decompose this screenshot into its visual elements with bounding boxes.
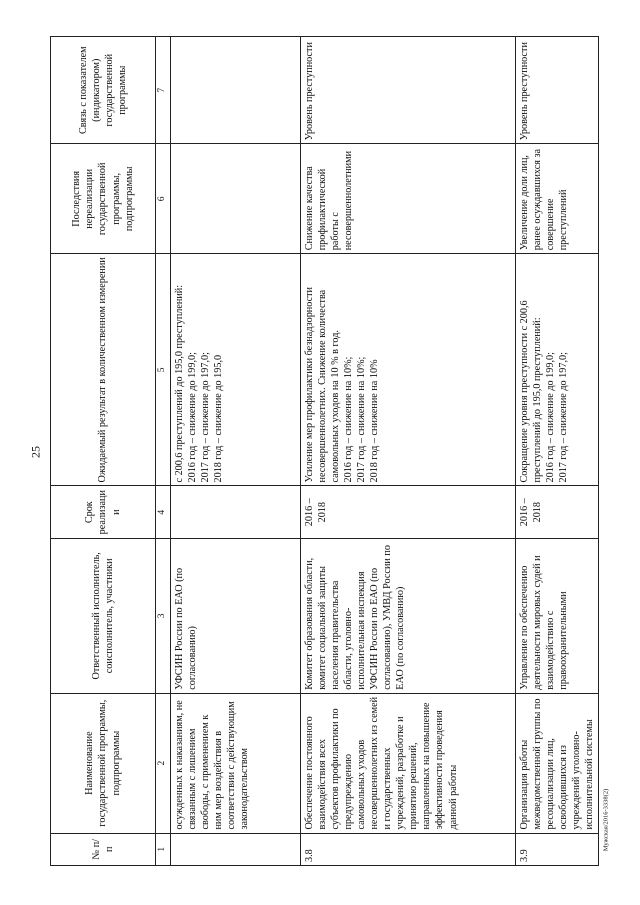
row-program-name: Организация работы межведомственной группы по ресоциализации лиц, освободившихся из учреждений уголовно-исполнительной системы — [516, 693, 599, 833]
row-expected-result: Усиление мер профилактики безнадзорности несовершеннолетних. Снижение количества самовольных уходов на 10 % в год. 2016 год – снижение на 10%; 2017 год – снижение на 10%; 2018 год – снижение на 10% — [301, 254, 516, 486]
table-row — [516, 37, 599, 866]
row-indicator-link: Уровень преступности — [516, 37, 599, 144]
header-consequences: Последствия нереализации государственной программы, подпрограммы — [51, 144, 156, 254]
row-program-name: Обеспечение постоянного взаимодействия всех субъектов профилактики по предупреждению самовольных уходов несовершеннолетних из семей и государственных учреждений, разработке и принятию решений, направленных на повышение эффективности проведения данной работы — [301, 693, 516, 833]
row-term: 2016 – 2018 — [516, 486, 599, 538]
program-table — [50, 36, 599, 866]
header-row — [51, 37, 156, 866]
table-row — [171, 37, 301, 866]
header-expected-result: Ожидаемый результат в количественном измерении — [51, 254, 156, 486]
column-number: 7 — [156, 37, 171, 144]
column-number-row — [156, 37, 171, 866]
row-executor: Управление по обеспечению деятельности мировых судей и взаимодействию с правоохранительными — [516, 538, 599, 693]
row-term — [171, 486, 301, 538]
row-indicator-link: Уровень преступности — [301, 37, 516, 144]
row-executor: УФСИН России по ЕАО (по согласованию) — [171, 538, 301, 693]
page-number: 25 — [28, 446, 43, 458]
header-executor: Ответственный исполнитель, соисполнитель, участники — [51, 538, 156, 693]
row-indicator-link — [171, 37, 301, 144]
column-number: 6 — [156, 144, 171, 254]
row-expected-result: с 200,6 преступлений до 195,0 преступлений: 2016 год – снижение до 199,0; 2017 год – снижение до 197,0; 2018 год – снижение до 195,0 — [171, 254, 301, 486]
rotated-table-wrapper — [50, 36, 596, 866]
column-number: 1 — [156, 833, 171, 865]
header-term: Срок реализации — [51, 486, 156, 538]
row-consequences: Увеличение доли лиц, ранее осуждавшихся за совершение преступлений — [516, 144, 599, 254]
row-number: 3.8 — [301, 833, 516, 865]
header-indicator-link: Связь с показателем (индикатором) государственной программы — [51, 37, 156, 144]
row-consequences: Снижение качества профилактической работы с несовершеннолетними — [301, 144, 516, 254]
column-number: 2 — [156, 693, 171, 833]
column-number: 3 — [156, 538, 171, 693]
column-number: 5 — [156, 254, 171, 486]
row-term: 2016 – 2018 — [301, 486, 516, 538]
header-number: № п/п — [51, 833, 156, 865]
table-row — [301, 37, 516, 866]
row-number — [171, 833, 301, 865]
row-number: 3.9 — [516, 833, 599, 865]
column-number: 4 — [156, 486, 171, 538]
row-program-name: осужденных к наказаниям, не связанным с лишением свободы, с применением к ним мер воздействия в соответствии с действующим законодательством — [171, 693, 301, 833]
document-code: Мужская/2016-3338(2) — [602, 788, 610, 852]
row-expected-result: Сокращение уровня преступности с 200,6 преступлений до 195,0 преступлений: 2016 год – снижение до 199,0; 2017 год – снижение до 197,0; — [516, 254, 599, 486]
header-program-name: Наименование государственной программы, подпрограммы — [51, 693, 156, 833]
row-consequences — [171, 144, 301, 254]
row-executor: Комитет образования области, комитет социальной защиты населения правительства области, уголовно-исполнительная инспекция УФСИН России по ЕАО (по согласованию), УМВД России по ЕАО (по согласованию) — [301, 538, 516, 693]
